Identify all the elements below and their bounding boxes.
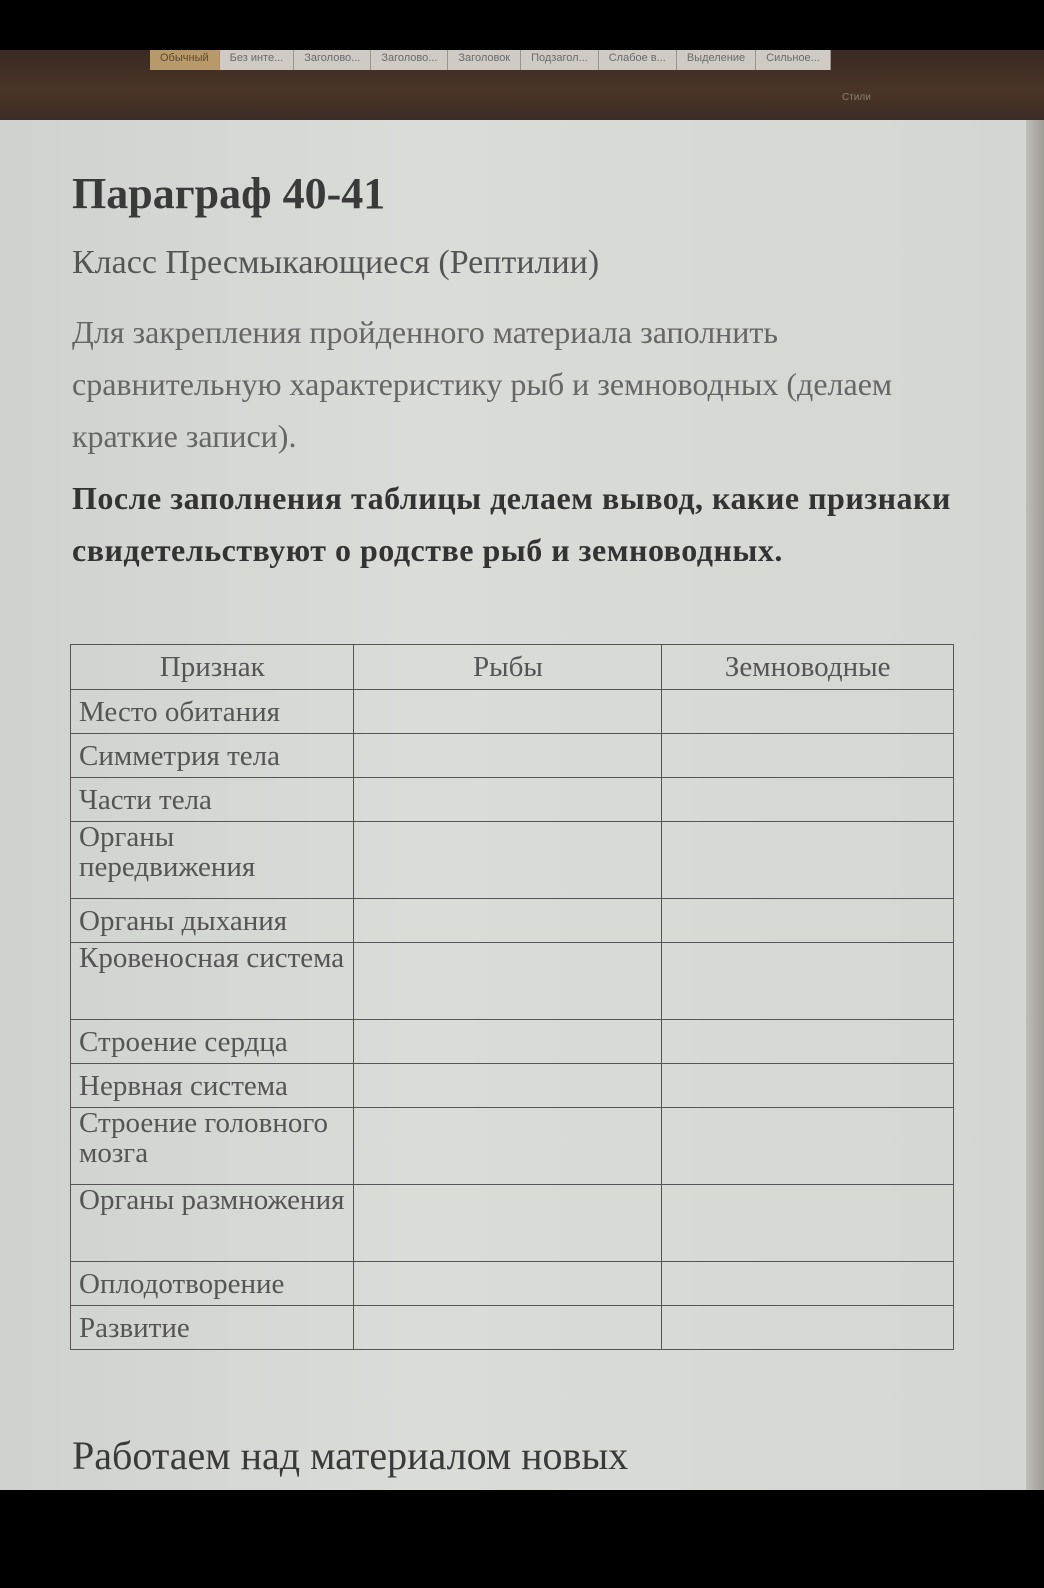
fish-cell[interactable]	[354, 1108, 662, 1185]
feature-cell: Развитие	[71, 1306, 354, 1350]
style-heading-1[interactable]: Заголово...	[294, 50, 371, 70]
feature-cell: Симметрия тела	[71, 734, 354, 778]
instruction-paragraph: Для закрепления пройденного материала заполнить сравнительную характеристику рыб и земноводных (делаем краткие записи).	[72, 314, 893, 454]
fish-cell[interactable]	[354, 690, 662, 734]
fish-cell[interactable]	[354, 943, 662, 1020]
style-subtle-emphasis[interactable]: Слабое в...	[599, 50, 677, 70]
amphibian-cell[interactable]	[662, 690, 954, 734]
amphibian-cell[interactable]	[662, 778, 954, 822]
table-row	[71, 822, 954, 899]
fish-cell[interactable]	[354, 899, 662, 943]
amphibian-cell[interactable]	[662, 1306, 954, 1350]
document-subtitle: Класс Пресмыкающиеся (Рептилии)	[72, 244, 600, 281]
table-row	[71, 943, 954, 1020]
feature-cell: Место обитания	[71, 690, 354, 734]
amphibian-cell[interactable]	[662, 822, 954, 899]
conclusion-paragraph: После заполнения таблицы делаем вывод, какие признаки свидетельствуют о родстве рыб и земноводных.	[72, 480, 951, 568]
amphibian-cell[interactable]	[662, 734, 954, 778]
amphibian-cell[interactable]	[662, 1020, 954, 1064]
style-emphasis[interactable]: Выделение	[677, 50, 756, 70]
header-fish: Рыбы	[354, 645, 662, 690]
table-row	[71, 778, 954, 822]
fish-cell[interactable]	[354, 1185, 662, 1262]
feature-cell: Строение сердца	[71, 1020, 354, 1064]
feature-cell: Строение головного мозга	[71, 1108, 354, 1185]
header-feature: Признак	[71, 645, 354, 690]
header-amphibians: Земноводные	[662, 645, 954, 690]
table-row	[71, 1020, 954, 1064]
feature-cell: Органы дыхания	[71, 899, 354, 943]
feature-cell: Кровеносная система	[71, 943, 354, 1020]
fish-cell[interactable]	[354, 1020, 662, 1064]
style-heading-2[interactable]: Заголово...	[371, 50, 448, 70]
feature-cell: Органы передвижения	[71, 822, 354, 899]
table-row	[71, 899, 954, 943]
style-no-spacing[interactable]: Без инте...	[220, 50, 295, 70]
style-intense[interactable]: Сильное...	[756, 50, 831, 70]
style-title[interactable]: Заголовок	[448, 50, 521, 70]
table-row	[71, 1185, 954, 1262]
table-row	[71, 734, 954, 778]
amphibian-cell[interactable]	[662, 1064, 954, 1108]
feature-cell: Части тела	[71, 778, 354, 822]
fish-cell[interactable]	[354, 1064, 662, 1108]
document-title: Параграф 40-41	[72, 169, 386, 218]
fish-cell[interactable]	[354, 778, 662, 822]
feature-cell: Нервная система	[71, 1064, 354, 1108]
table-row	[71, 1306, 954, 1350]
table-row	[71, 1262, 954, 1306]
fish-cell[interactable]	[354, 1262, 662, 1306]
table-row	[71, 1064, 954, 1108]
page-edge	[1026, 120, 1044, 1490]
fish-cell[interactable]	[354, 734, 662, 778]
comparison-table	[70, 644, 954, 1350]
table-row	[71, 1108, 954, 1185]
styles-gallery[interactable]	[150, 50, 831, 70]
amphibian-cell[interactable]	[662, 1108, 954, 1185]
style-subtitle[interactable]: Подзагол...	[521, 50, 599, 70]
amphibian-cell[interactable]	[662, 1262, 954, 1306]
amphibian-cell[interactable]	[662, 1185, 954, 1262]
feature-cell: Оплодотворение	[71, 1262, 354, 1306]
next-section-heading: Работаем над материалом новых	[72, 1433, 629, 1478]
styles-group-label: Стили	[842, 92, 871, 103]
fish-cell[interactable]	[354, 822, 662, 899]
table-row	[71, 690, 954, 734]
feature-cell: Органы размножения	[71, 1185, 354, 1262]
amphibian-cell[interactable]	[662, 943, 954, 1020]
word-ribbon	[0, 50, 1044, 120]
table-header-row	[71, 645, 954, 690]
style-normal[interactable]: Обычный	[150, 50, 220, 70]
fish-cell[interactable]	[354, 1306, 662, 1350]
amphibian-cell[interactable]	[662, 899, 954, 943]
